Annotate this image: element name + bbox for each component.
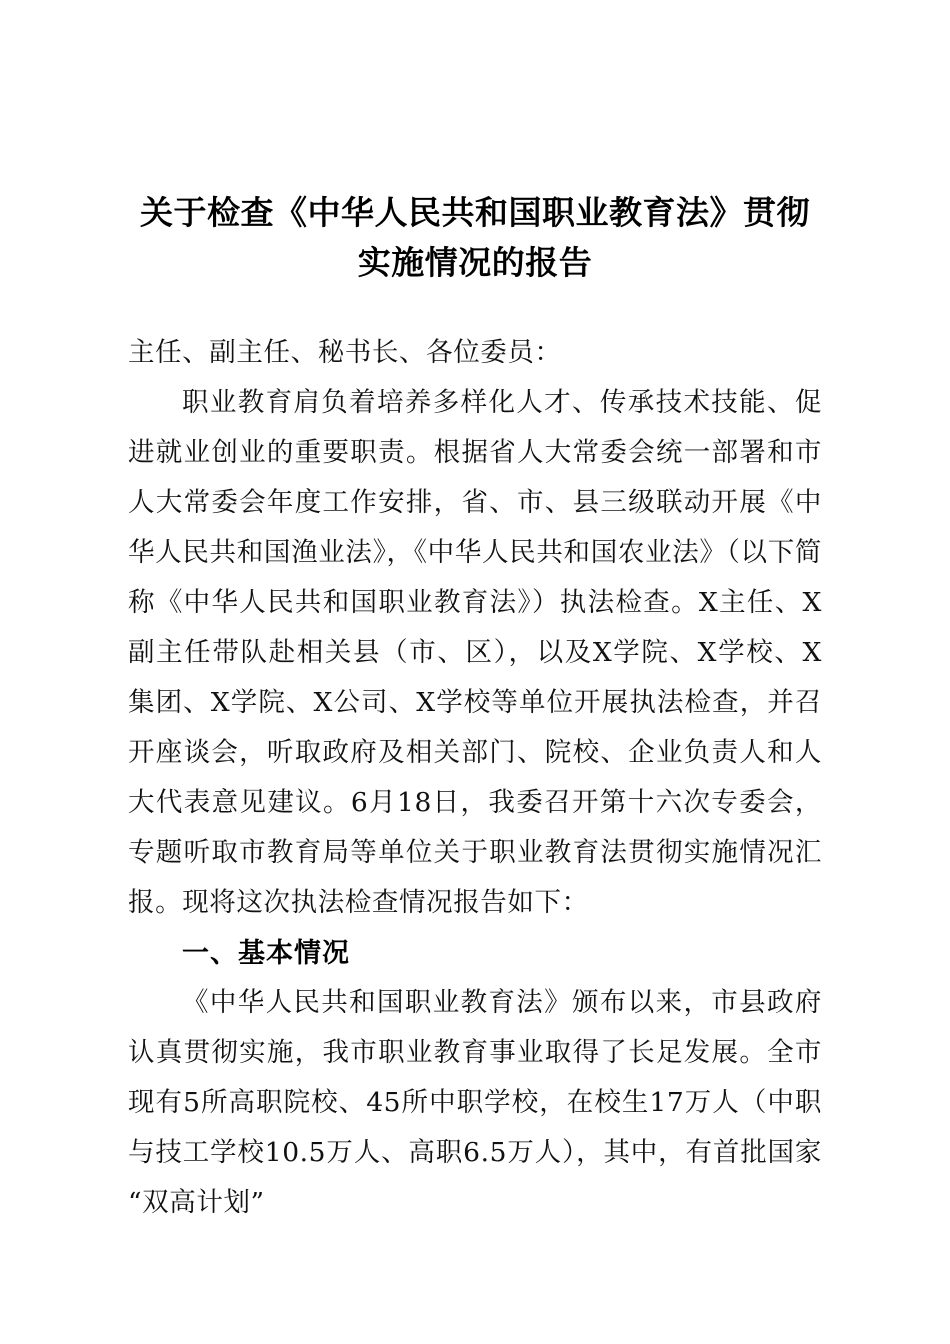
document-text-column	[128, 0, 822, 1228]
document-title: 关于检查《中华人民共和国职业教育法》贯彻实施情况的报告	[140, 194, 810, 281]
title-body-spacer	[128, 288, 822, 328]
section-1-paragraph-1: 《中华人民共和国职业教育法》颁布以来，市县政府认真贯彻实施，我市职业教育事业取得了长足发展。全市现有5所高职院校、45所中职学校，在校生17万人（中职与技工学校10.5万人、高职6.5万人），其中，有首批国家“双高计划”	[128, 987, 822, 1218]
salutation-line: 主任、副主任、秘书长、各位委员：	[128, 337, 562, 368]
intro-paragraph: 职业教育肩负着培养多样化人才、传承技术技能、促进就业创业的重要职责。根据省人大常委会统一部署和市人大常委会年度工作安排，省、市、县三级联动开展《中华人民共和国渔业法》，《中华人民共和国农业法》（以下简称《中华人民共和国职业教育法》）执法检查。X主任、X副主任带队赴相关县（市、区），以及X学院、X学校、X集团、X学院、X公司、X学校等单位开展执法检查，并召开座谈会，听取政府及相关部门、院校、企业负责人和人大代表意见建议。6月18日，我委召开第十六次专委会，专题听取市教育局等单位关于职业教育法贯彻实施情况汇报。现将这次执法检查情况报告如下：	[128, 387, 822, 918]
section-heading-basic-situation: 一、基本情况	[182, 938, 350, 968]
